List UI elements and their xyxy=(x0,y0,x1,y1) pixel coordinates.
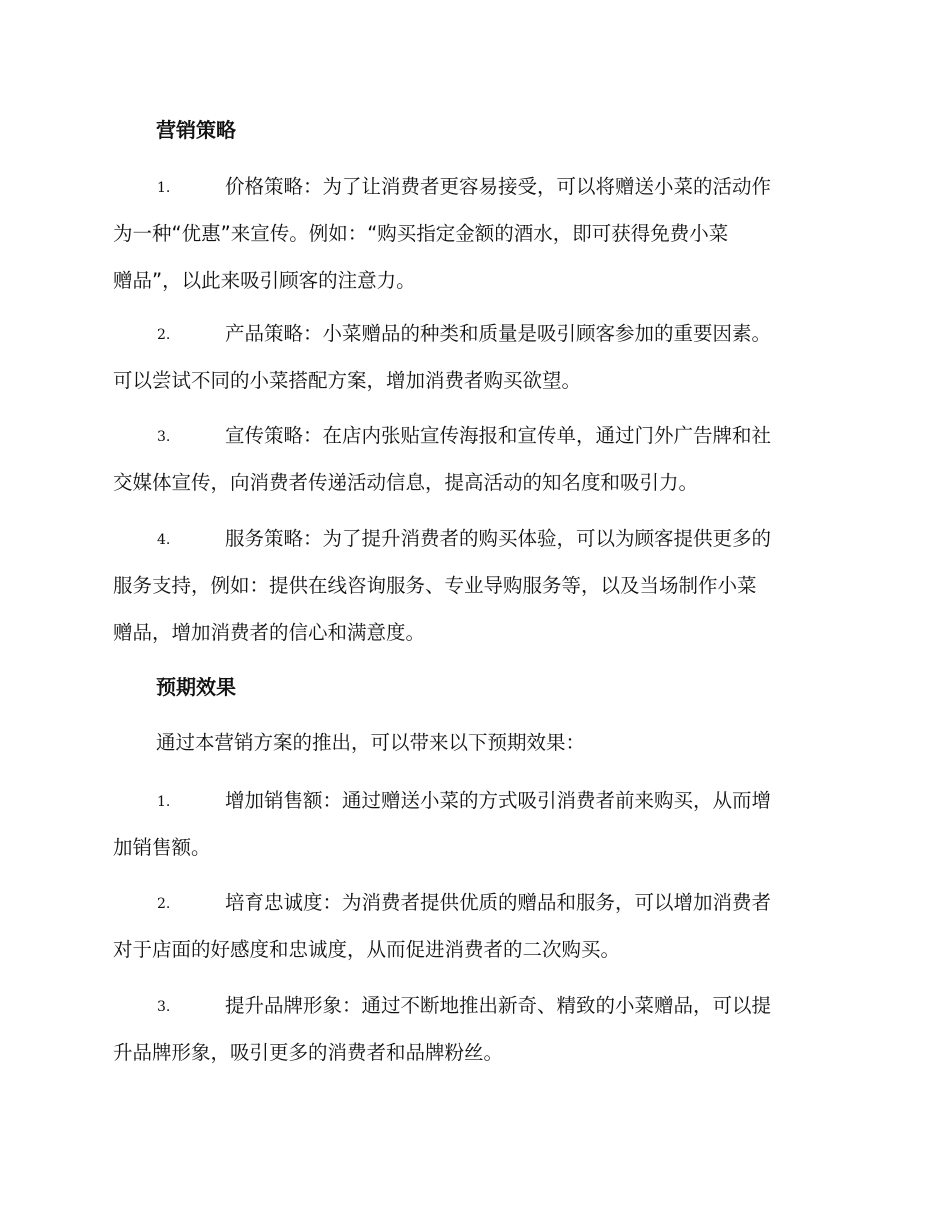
list-item xyxy=(113,424,833,518)
list-number: 3. xyxy=(157,999,171,1015)
list-item-line: 交媒体宣传，向消费者传递活动信息，提高活动的知名度和吸引力。 xyxy=(113,471,699,494)
list-item-line: 对于店面的好感度和忠诚度，从而促进消费者的二次购买。 xyxy=(113,938,621,961)
list-number: 1. xyxy=(157,180,171,196)
list-item-line: 加销售额。 xyxy=(113,836,211,859)
list-item xyxy=(113,789,833,883)
list-item-line: 服务支持，例如：提供在线咨询服务、专业导购服务等，以及当场制作小菜 xyxy=(113,574,757,597)
list-item-line: 为一种“优惠”来宣传。例如：“购买指定金额的酒水，即可获得免费小菜 xyxy=(113,222,729,245)
list-item-line: 宣传策略：在店内张贴宣传海报和宣传单，通过门外广告牌和社 xyxy=(225,424,772,447)
list-item-line: 增加销售额：通过赠送小菜的方式吸引消费者前来购买，从而增 xyxy=(225,789,772,812)
list-item xyxy=(113,175,833,316)
list-number: 2. xyxy=(157,896,171,912)
list-item xyxy=(113,322,833,416)
list-item-line: 服务策略：为了提升消费者的购买体验，可以为顾客提供更多的 xyxy=(225,527,772,550)
list-number: 2. xyxy=(157,327,171,343)
list-item xyxy=(113,527,833,668)
section-heading-expected-results: 预期效果 xyxy=(156,675,236,699)
list-number: 3. xyxy=(157,429,171,445)
list-item-line: 培育忠诚度：为消费者提供优质的赠品和服务，可以增加消费者 xyxy=(225,891,772,914)
list-item-line: 产品策略：小菜赠品的种类和质量是吸引顾客参加的重要因素。 xyxy=(225,322,772,345)
list-item-line: 赠品”，以此来吸引顾客的注意力。 xyxy=(113,269,416,292)
section-heading-marketing-strategy: 营销策略 xyxy=(156,118,236,142)
list-item xyxy=(113,891,833,985)
list-item-line: 升品牌形象，吸引更多的消费者和品牌粉丝。 xyxy=(113,1041,504,1064)
list-item-line: 提升品牌形象：通过不断地推出新奇、精致的小菜赠品，可以提 xyxy=(225,994,772,1017)
list-number: 4. xyxy=(157,532,171,548)
list-item-line: 赠品，增加消费者的信心和满意度。 xyxy=(113,621,426,644)
list-item xyxy=(113,994,833,1088)
list-item-line: 价格策略：为了让消费者更容易接受，可以将赠送小菜的活动作 xyxy=(225,175,772,198)
list-number: 1. xyxy=(157,794,171,810)
list-item-line: 可以尝试不同的小菜搭配方案，增加消费者购买欲望。 xyxy=(113,369,582,392)
intro-paragraph: 通过本营销方案的推出，可以带来以下预期效果： xyxy=(156,731,586,754)
